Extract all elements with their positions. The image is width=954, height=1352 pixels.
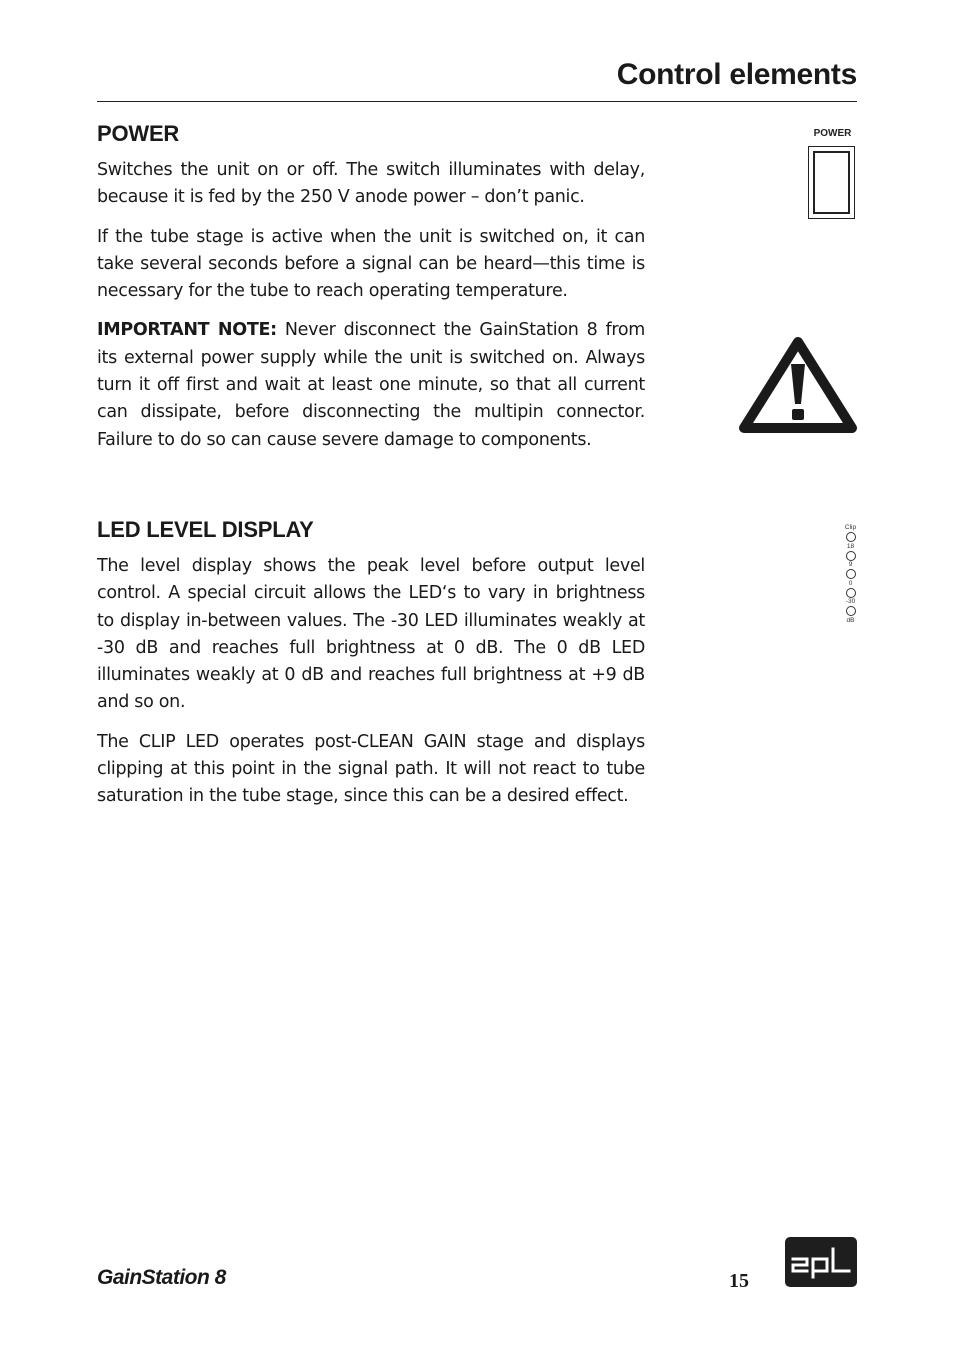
power-section	[97, 121, 645, 466]
led-minus30	[846, 606, 856, 616]
page-title: Control elements	[616, 58, 857, 91]
led-section	[97, 517, 645, 823]
led-label-minus30: -30	[845, 598, 856, 605]
led-18	[846, 551, 856, 561]
important-note-label: IMPORTANT NOTE:	[97, 320, 277, 341]
header-rule	[97, 101, 857, 102]
footer-product-name: GainStation 8	[97, 1266, 226, 1289]
power-paragraph-1: Switches the unit on or off. The switch illuminates with delay, because it is fed by the 250 V anode power – don’t panic.	[97, 160, 645, 208]
important-note-text: Never disconnect the GainStation 8 from its external power supply while the unit is switched on. Always turn it off first and wait at least one minute, so that all current can dissipate, before disconnecting the multipin connector. Failure to do so can cause severe damage to components.	[97, 320, 646, 450]
led-paragraph-2: The CLIP LED operates post-CLEAN GAIN stage and displays clipping at this point in the signal path. It will not react to tube saturation in the tube stage, since this can be a desired effect.	[97, 731, 645, 807]
led-9	[846, 569, 856, 579]
led-clip	[846, 532, 856, 542]
led-label-db: dB	[846, 616, 855, 624]
led-label-0: 0	[848, 579, 853, 587]
warning-triangle-icon	[738, 334, 858, 434]
spl-logo-mark	[785, 1237, 857, 1287]
page-number: 15	[729, 1270, 749, 1292]
power-important-note	[97, 317, 645, 453]
led-label-clip: Clip	[844, 524, 857, 531]
led-meter-illustration	[838, 524, 863, 624]
led-0	[846, 588, 856, 598]
power-switch-illustration	[808, 146, 855, 219]
spl-logo	[785, 1237, 857, 1287]
led-paragraph-1: The level display shows the peak level before output level control. A special circuit allows the LED‘s to vary in brightness to display in-between values. The -30 LED illuminates weakly at -30 dB and reaches full brightness at 0 dB. The 0 dB LED illuminates weakly at 0 dB and reaches full brightness at +9 dB and so on.	[97, 556, 645, 713]
led-label-18: 18	[846, 542, 855, 550]
led-label-9: 9	[848, 561, 853, 568]
power-switch-label: POWER	[813, 128, 852, 139]
power-heading: POWER	[97, 121, 180, 146]
power-paragraph-2: If the tube stage is active when the unit is switched on, it can take several seconds before a signal can be heard—this time is necessary for the tube to reach operating temperature.	[97, 226, 645, 302]
led-heading: LED LEVEL DISPLAY	[97, 517, 314, 542]
